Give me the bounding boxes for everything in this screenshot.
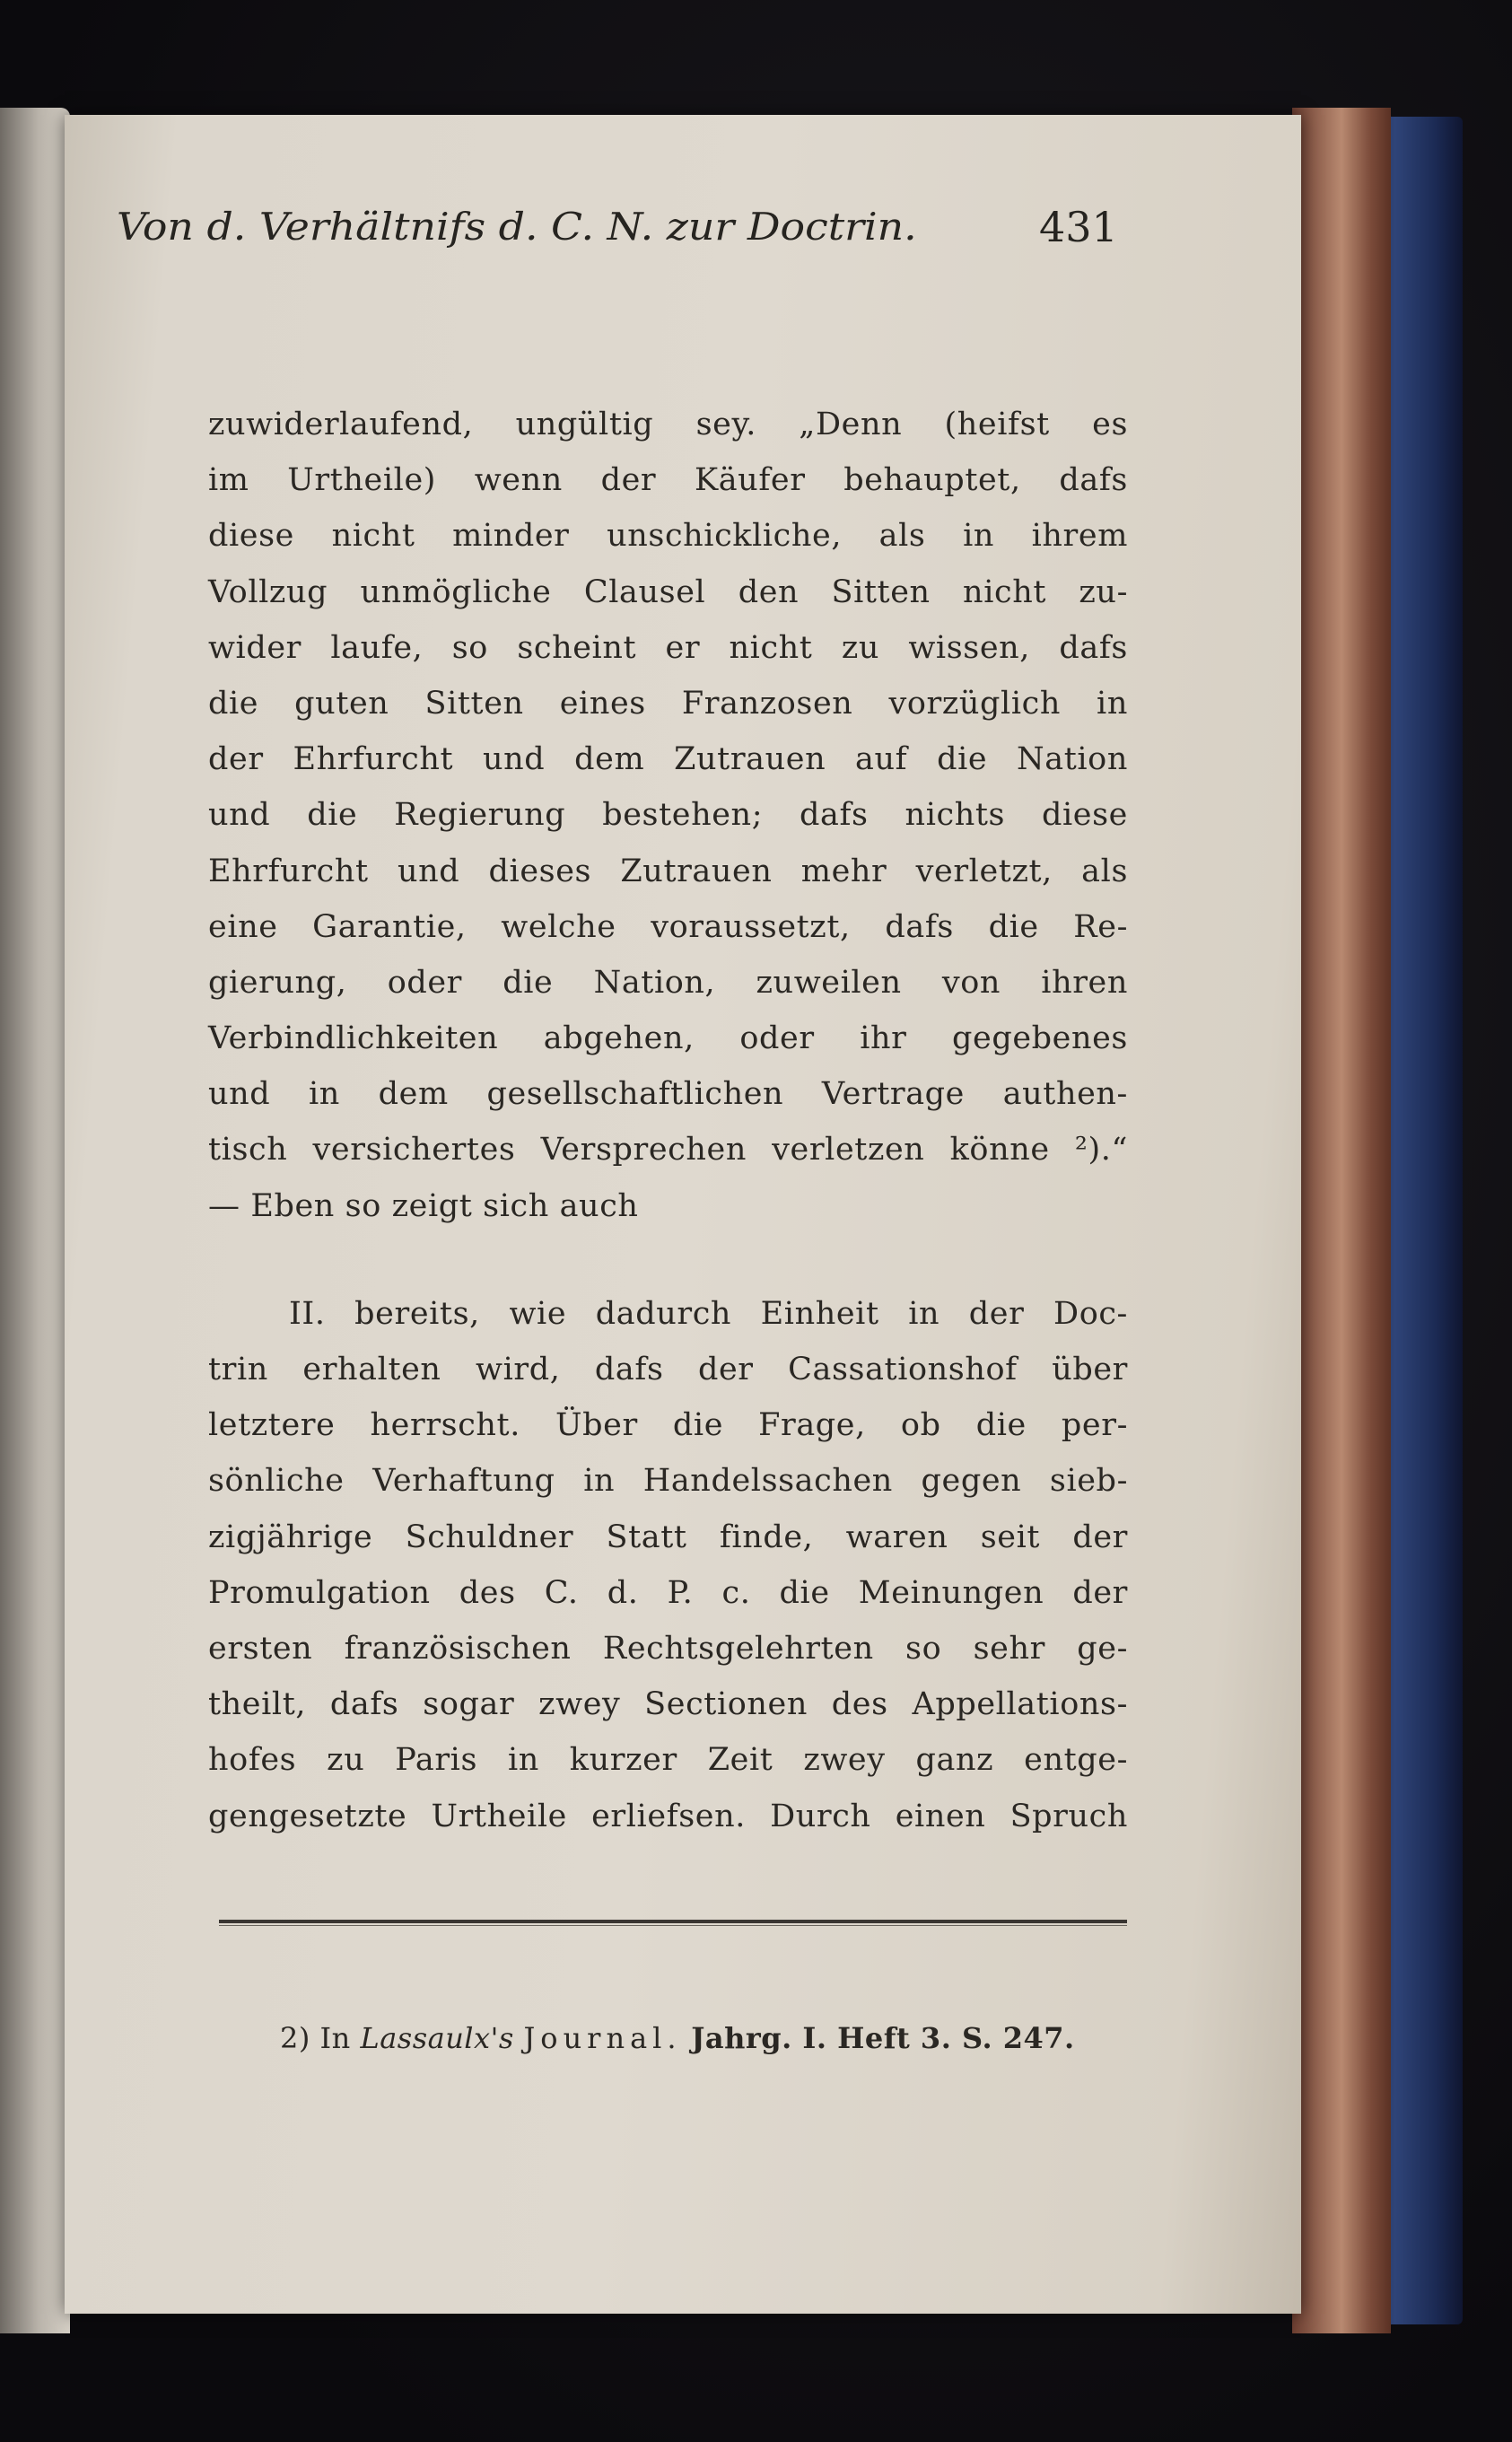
text-line: der Ehrfurcht und dem Zutrauen auf die Nation — [208, 741, 1128, 778]
running-header — [117, 203, 1118, 269]
text-line: sönliche Verhaftung in Handelssachen gegen sieb- — [208, 1463, 1128, 1500]
text-line: eine Garantie, welche voraussetzt, dafs die Re- — [208, 908, 1128, 945]
text-line: trin erhalten wird, dafs der Cassationshof über — [208, 1352, 1128, 1387]
footnote-rule — [219, 1920, 1127, 1923]
text-line: — Eben so zeigt sich auch — [208, 1187, 639, 1224]
text-line: Ehrfurcht und dieses Zutrauen mehr verletzt, als — [208, 853, 1128, 889]
text-line: ersten französischen Rechtsgelehrten so sehr ge- — [208, 1630, 1128, 1667]
footnote-journal: Journal. — [523, 2021, 682, 2055]
text-line: II. bereits, wie dadurch Einheit in der Doc- — [289, 1295, 1128, 1332]
text-line: zigjährige Schuldner Statt finde, waren seit der — [208, 1519, 1128, 1555]
text-line: theilt, dafs sogar zwey Sectionen des Appellations- — [208, 1686, 1128, 1723]
footnote — [280, 2021, 1075, 2055]
text-line: letztere herrscht. Über die Frage, ob die per- — [208, 1407, 1128, 1444]
text-line: zuwiderlaufend, ungültig sey. „Denn (heifst es — [208, 407, 1128, 442]
text-line: diese nicht minder unschickliche, als in ihrem — [208, 518, 1128, 555]
text-line: gierung, oder die Nation, zuweilen von ihren — [208, 964, 1128, 1001]
page-number: 431 — [1039, 203, 1118, 251]
running-title: Von d. Verhältnifs d. C. N. zur Doctrin. — [117, 205, 917, 249]
text-line: wider laufe, so scheint er nicht zu wissen, dafs — [208, 629, 1128, 666]
footnote-details: Jahrg. I. Heft 3. S. 247. — [691, 2021, 1075, 2055]
text-line: Verbindlichkeiten abgehen, oder ihr gegebenes — [208, 1020, 1128, 1057]
text-line: die guten Sitten eines Franzosen vorzüglich in — [208, 685, 1128, 722]
text-line: Vollzug unmögliche Clausel den Sitten nicht zu- — [208, 573, 1128, 610]
text-line: und in dem gesellschaftlichen Vertrage authen- — [208, 1076, 1128, 1113]
body-text — [208, 397, 1128, 1844]
text-line: gengesetzte Urtheile erliefsen. Durch einen Spruch — [208, 1798, 1128, 1834]
text-line: hofes zu Paris in kurzer Zeit zwey ganz entge- — [208, 1742, 1128, 1779]
text-line: im Urtheile) wenn der Käufer behauptet, dafs — [208, 462, 1128, 499]
paragraph-gap — [208, 1234, 1128, 1286]
page-edges — [1292, 108, 1391, 2333]
facing-page-edge — [0, 108, 70, 2333]
text-line: tisch versichertes Versprechen verletzen könne ²).“ — [208, 1132, 1128, 1168]
footnote-author: Lassaulx's — [360, 2021, 514, 2055]
footnote-marker: 2) In — [280, 2021, 351, 2055]
text-line: und die Regierung bestehen; dafs nichts diese — [208, 797, 1128, 834]
footnote-rule-thin — [219, 1925, 1127, 1926]
text-line: Promulgation des C. d. P. c. die Meinungen der — [208, 1574, 1128, 1611]
